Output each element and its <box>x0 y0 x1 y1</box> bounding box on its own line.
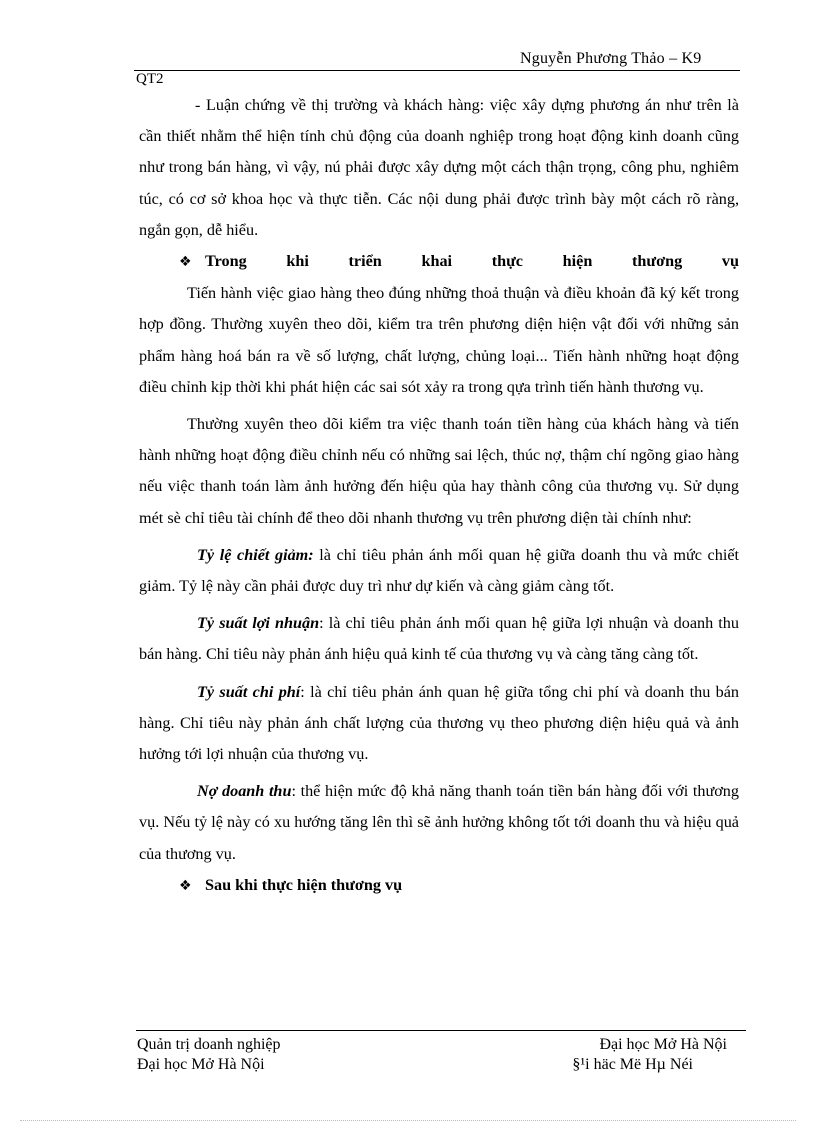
indicator-term: Tỷ suất lợi nhuận <box>197 614 320 633</box>
section-heading-after <box>179 870 739 902</box>
indicator-discount-rate <box>139 540 739 602</box>
diamond-bullet-icon: ❖ <box>179 877 192 894</box>
footer-line-2 <box>137 1056 727 1074</box>
section-heading-during <box>179 246 739 278</box>
section-heading-text: Sau khi thực hiện thương vụ <box>205 875 403 894</box>
heading-word: khai <box>421 252 453 271</box>
indicator-text: : là chỉ tiêu phản ánh quan hệ giữa tổng chi phí và doanh thu bán hàng. Chỉ tiêu này phản ánh chất lượng của thương vụ theo phương diện hiệu quả và ảnh hưởng tới lợi nhuận của thương vụ. <box>139 682 740 764</box>
indicator-term: Nợ doanh thu <box>197 782 292 801</box>
intro-paragraph: - Luận chứng về thị trường và khách hàng: việc xây dựng phương án như trên là cần thiết nhằm thể hiện tính chủ động của doanh nghiệp trong hoạt động kinh doanh cũng như trong bán hàng, vì vậy, nú phải được xây dựng một cách thận trọng, công phu, nghiêm túc, có cơ sở khoa học và thực tiễn. Các nội dung phải được trình bày một cách rõ ràng, ngắn gọn, dễ hiểu. <box>139 96 739 239</box>
heading-word: thương <box>632 252 683 271</box>
indicator-text: : là chỉ tiêu phản ánh mối quan hệ giữa lợi nhuận và doanh thu bán hàng. Chỉ tiêu này phản ánh hiệu quả kinh tế của thương vụ và càng tăng càng tốt. <box>139 614 739 664</box>
heading-word: thực <box>491 252 523 271</box>
footer-left: Quản trị doanh nghiệp <box>137 1036 281 1053</box>
paragraph-delivery: Tiến hành việc giao hàng theo đúng những thoả thuận và điều khoản đã ký kết trong hợp đồng. Thường xuyên theo dõi, kiểm tra trên phương diện hiện vật đối với những sản phẩm hàng hoá bán ra về số lượng, chất lượng, chủng loại... Tiến hành những hoạt động điều chỉnh kịp thời khi phát hiện các sai sót xảy ra trong qựa trình tiến hành thương vụ. <box>139 284 739 396</box>
header-class-code: QT2 <box>136 71 164 87</box>
footer-right: Đại học Mở Hà Nội <box>599 1036 727 1053</box>
indicator-term: Tỷ lệ chiết giảm: <box>197 545 314 564</box>
footer-left: Đại học Mở Hà Nội <box>137 1056 265 1073</box>
document-body <box>139 90 739 902</box>
indicator-text: là chỉ tiêu phản ánh mối quan hệ giữa doanh thu và mức chiết giảm. Tỷ lệ này cần phải được duy trì như dự kiến và càng giảm càng tốt. <box>139 545 739 596</box>
heading-word: hiện <box>562 252 593 271</box>
heading-word: vụ <box>721 252 739 271</box>
footer-right: §¹i häc Më Hµ Néi <box>572 1056 693 1073</box>
header-author: Nguyễn Phương Thảo – K9 <box>520 50 702 67</box>
section-heading-text <box>205 246 739 277</box>
heading-word: khi <box>286 252 309 271</box>
indicator-text: : thể hiện mức độ khả năng thanh toán tiền bán hàng đối với thương vụ. Nếu tỷ lệ này có xu hướng tăng lên thì sẽ ảnh hưởng không tốt tới doanh thu và hiệu quả của thương vụ. <box>139 782 739 863</box>
diamond-bullet-icon: ❖ <box>179 254 192 271</box>
paragraph-payment: Thường xuyên theo dõi kiểm tra việc thanh toán tiền hàng của khách hàng và tiến hành những hoạt động điều chỉnh nếu có những sai lệch, thúc nợ, thậm chí ngõng giao hàng nếu việc thanh toán làm ảnh hưởng đến hiệu qủa hay thành công của thương vụ. Sử dụng mét sè chỉ tiêu tài chính để theo dõi nhanh thương vụ trên phương diện tài chính như: <box>139 415 739 527</box>
footer-line-1 <box>137 1036 727 1054</box>
indicator-term: Tỷ suất chi phí <box>197 682 301 701</box>
heading-word: Trong <box>205 252 247 271</box>
indicator-receivables <box>139 776 739 870</box>
page-edge-line <box>20 1120 796 1121</box>
header-divider <box>134 70 740 71</box>
footer-divider <box>136 1030 746 1031</box>
indicator-profit-margin <box>139 608 739 670</box>
indicator-cost-ratio <box>139 677 739 771</box>
heading-word: triển <box>348 252 382 271</box>
